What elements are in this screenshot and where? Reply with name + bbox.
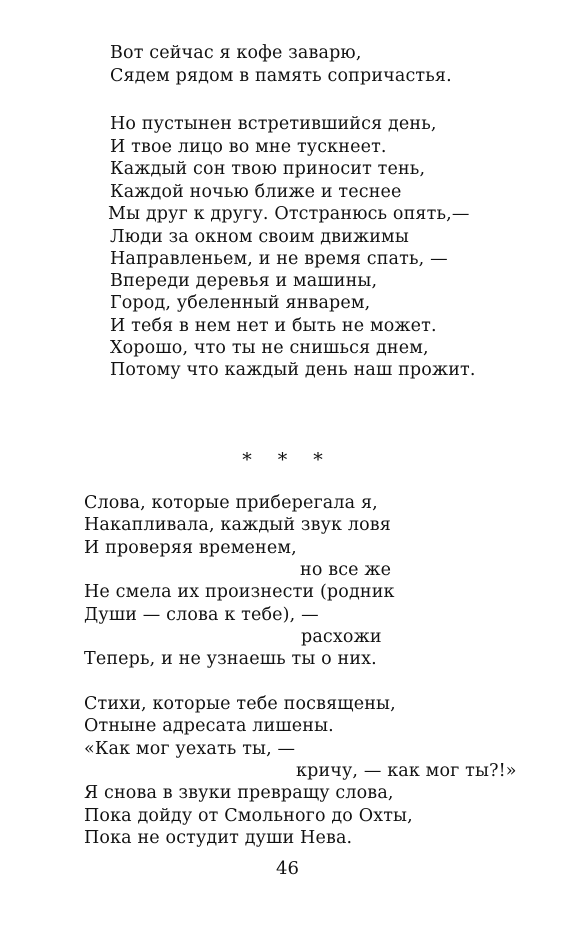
poem-line: И тебя в нем нет и быть не может. bbox=[110, 316, 437, 336]
poem-line: Направленьем, и не время спать, — bbox=[110, 249, 448, 269]
poem-line: Я снова в звуки превращу слова, bbox=[84, 783, 394, 803]
poem-line: «Как мог уехать ты, — bbox=[84, 739, 296, 759]
poem-line: Город, убеленный январем, bbox=[110, 293, 371, 313]
poem-line: Хорошо, что ты не снишься днем, bbox=[110, 338, 429, 358]
poem-line: Души — слова к тебе), — bbox=[84, 605, 319, 625]
poem-line: Теперь, и не узнаешь ты о них. bbox=[84, 649, 377, 669]
poem-line: И твое лицо во мне тускнеет. bbox=[110, 137, 387, 157]
poem-line: Потому что каждый день наш прожит. bbox=[110, 360, 476, 380]
poem-line: Отныне адресата лишены. bbox=[84, 716, 334, 736]
poem-line: Слова, которые приберегала я, bbox=[84, 493, 378, 513]
poem-line: Но пустынен встретившийся день, bbox=[110, 114, 437, 134]
poem-line: Стихи, которые тебе посвящены, bbox=[84, 694, 396, 714]
poem-line: И проверяя временем, bbox=[84, 538, 297, 558]
poem-line: Каждой ночью ближе и теснее bbox=[110, 182, 402, 202]
poem-line: Пока дойду от Смольного до Охты, bbox=[84, 806, 413, 826]
poem-line: Люди за окном своим движимы bbox=[110, 227, 409, 247]
poem-line: Пока не остудит души Нева. bbox=[84, 828, 353, 848]
page-number: 46 bbox=[276, 858, 299, 879]
poem-line: Сядем рядом в память сопричастья. bbox=[110, 66, 452, 86]
section-separator: * * * bbox=[242, 449, 333, 471]
poem-line: Впереди деревья и машины, bbox=[110, 271, 378, 291]
poem-line: Не смела их произнести (родник bbox=[84, 582, 395, 602]
poem-line: кричу, — как мог ты?!» bbox=[296, 761, 517, 781]
poem-line: Мы друг к другу. Отстранюсь опять,— bbox=[108, 204, 470, 224]
poem-line: Вот сейчас я кофе заварю, bbox=[110, 43, 362, 63]
poem-line: расхожи bbox=[301, 627, 382, 647]
poem-line: Накапливала, каждый звук ловя bbox=[84, 515, 391, 535]
poem-line: Каждый сон твою приносит тень, bbox=[110, 159, 426, 179]
poem-line: но все же bbox=[300, 560, 392, 580]
